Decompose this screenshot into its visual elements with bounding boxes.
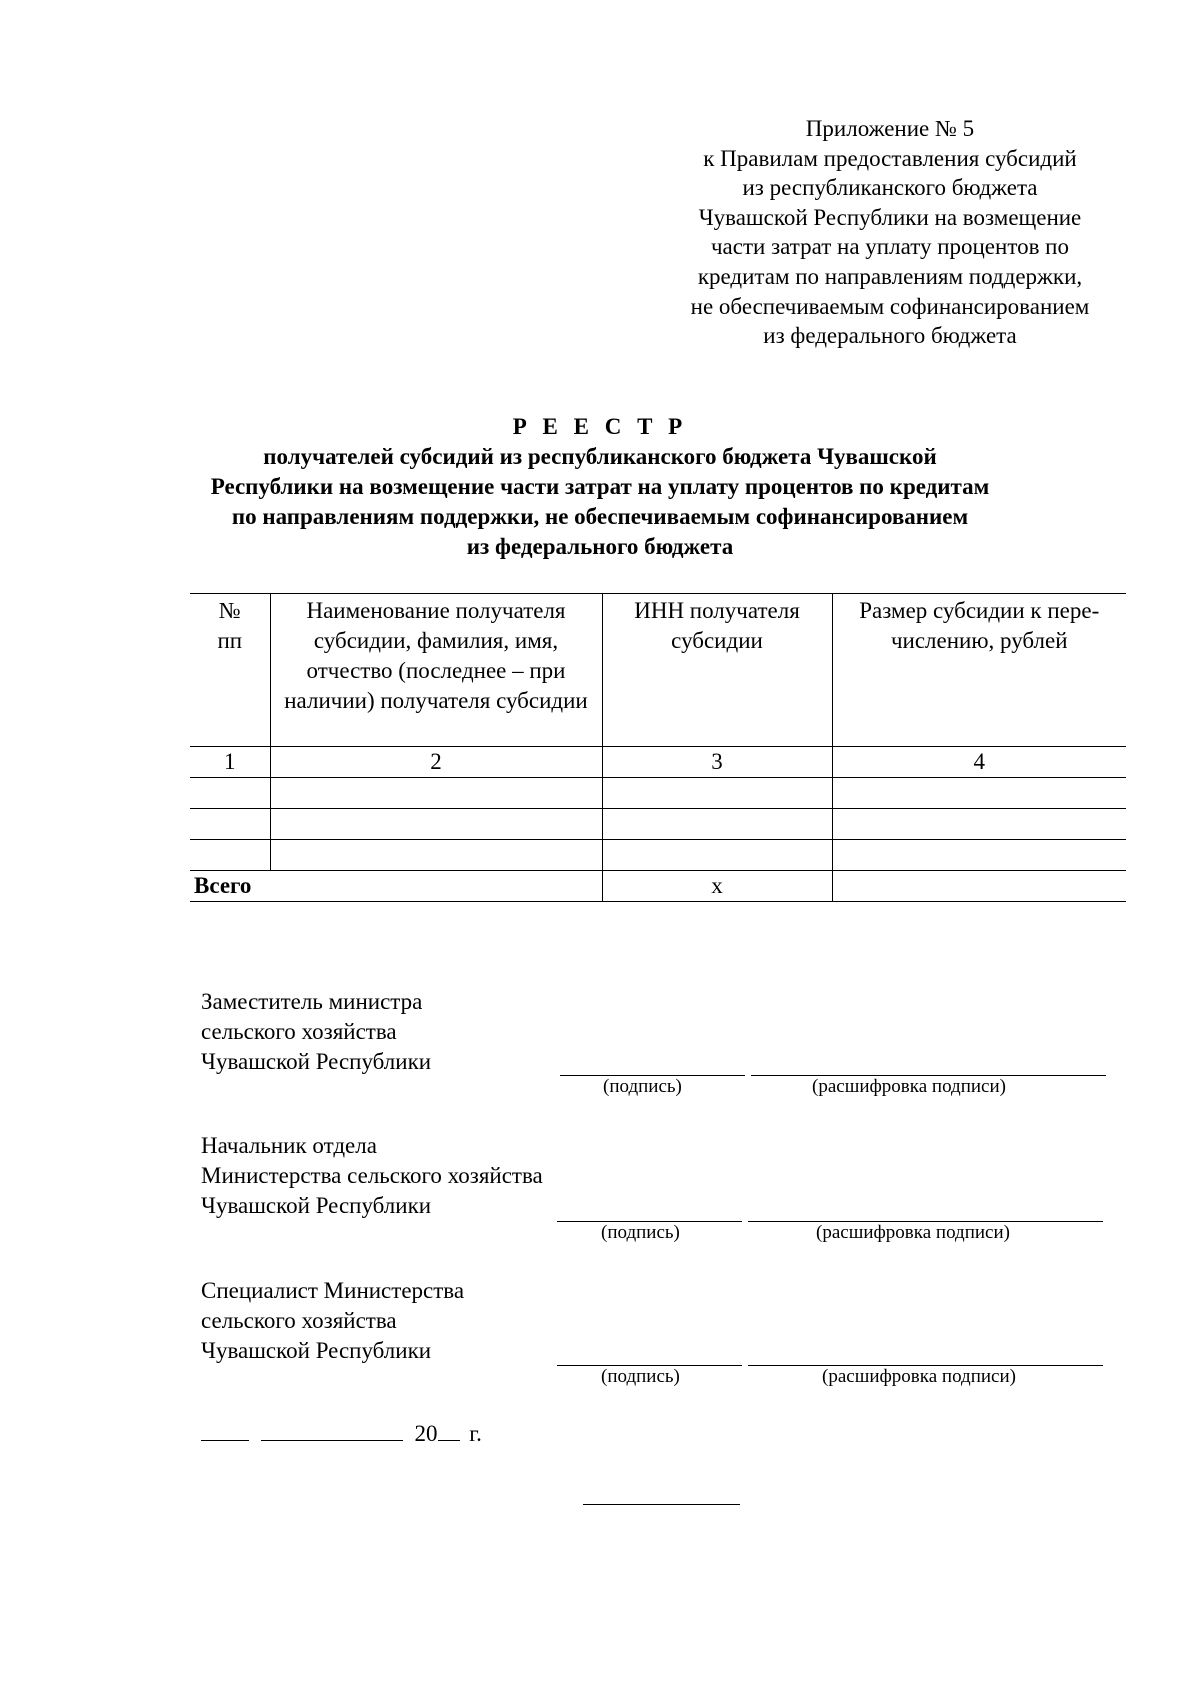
signatory-line: Начальник отдела (201, 1133, 377, 1158)
title-line: из федерального бюджета (466, 534, 734, 559)
table-cell (832, 840, 1126, 871)
signatory-line: сельского хозяйства (201, 1019, 397, 1044)
column-number: 2 (270, 747, 602, 778)
title-line: по направлениям поддержки, не обеспечиваемым софинансированием (231, 504, 969, 529)
year-blank (438, 1418, 460, 1441)
signatory-title (201, 987, 431, 1077)
signatory-line: Заместитель министра (201, 989, 423, 1014)
signatory-title (201, 1276, 464, 1366)
appendix-line: кредитам по направлениям поддержки, (697, 263, 1083, 289)
header-inn: ИНН получателя субсидии (602, 594, 832, 747)
appendix-line: к Правилам предоставления субсидий (703, 145, 1077, 171)
table-cell (602, 840, 832, 871)
title-line: Республики на возмещение части затрат на уплату процентов по кредитам (210, 474, 990, 499)
signatory-line: Министерства сельского хозяйства (201, 1163, 543, 1188)
signatory-title (201, 1131, 543, 1221)
appendix-header (655, 114, 1125, 351)
table-row (190, 840, 1126, 871)
appendix-line: Приложение № 5 (805, 116, 975, 141)
table-cell (602, 778, 832, 809)
closing-separator (583, 1504, 740, 1505)
signature-caption: (подпись) (601, 1222, 680, 1243)
decode-caption: (расшифровка подписи) (822, 1366, 1016, 1387)
column-number: 4 (832, 747, 1126, 778)
decode-caption: (расшифровка подписи) (812, 1076, 1006, 1097)
signatory-line: сельского хозяйства (201, 1308, 397, 1333)
signatory-line: Специалист Министерства (201, 1278, 465, 1303)
header-number: № пп (190, 594, 270, 747)
table-cell (270, 840, 602, 871)
total-label: Всего (190, 871, 602, 902)
appendix-line: части затрат на уплату процентов по (710, 234, 1069, 260)
date-line (201, 1418, 482, 1449)
decode-caption: (расшифровка подписи) (816, 1222, 1010, 1243)
column-number: 3 (602, 747, 832, 778)
year-suffix: г. (469, 1421, 482, 1446)
total-inn-cell: х (602, 871, 832, 902)
table-cell (190, 778, 270, 809)
table-row (190, 747, 1126, 778)
day-blank (201, 1418, 249, 1441)
title-line: получателей субсидий из республиканского бюджета Чувашской (263, 444, 937, 469)
document-title (190, 412, 1010, 562)
header-recipient-name: Наименование получателя субсидии, фамилия, имя, отчество (последнее – при наличии) получателя субсидии (270, 594, 602, 747)
appendix-line: из федерального бюджета (763, 323, 1017, 349)
table-cell (190, 840, 270, 871)
table-total-row (190, 871, 1126, 902)
signature-caption: (подпись) (601, 1366, 680, 1387)
table-cell (832, 778, 1126, 809)
table-cell (190, 809, 270, 840)
title-main: Р Е Е С Т Р (512, 414, 688, 439)
appendix-line: не обеспечиваемым софинансированием (690, 293, 1090, 319)
registry-table (190, 593, 1126, 902)
signatory-line: Чувашской Республики (201, 1049, 432, 1074)
signatory-line: Чувашской Республики (201, 1338, 432, 1363)
appendix-line: из республиканского бюджета (742, 175, 1038, 201)
signatory-line: Чувашской Республики (201, 1193, 432, 1218)
table-cell (270, 778, 602, 809)
table-header-row (190, 594, 1126, 747)
year-prefix: 20 (414, 1421, 438, 1446)
appendix-line: Чувашской Республики на возмещение (698, 204, 1082, 230)
column-number: 1 (190, 747, 270, 778)
signature-caption: (подпись) (603, 1076, 682, 1097)
table-cell (832, 809, 1126, 840)
table-row (190, 778, 1126, 809)
table-cell (602, 809, 832, 840)
table-row (190, 809, 1126, 840)
table-cell (270, 809, 602, 840)
header-subsidy-amount: Размер субсидии к перечислению, рублей (832, 594, 1126, 747)
month-blank (261, 1418, 403, 1441)
total-amount-cell (832, 871, 1126, 902)
